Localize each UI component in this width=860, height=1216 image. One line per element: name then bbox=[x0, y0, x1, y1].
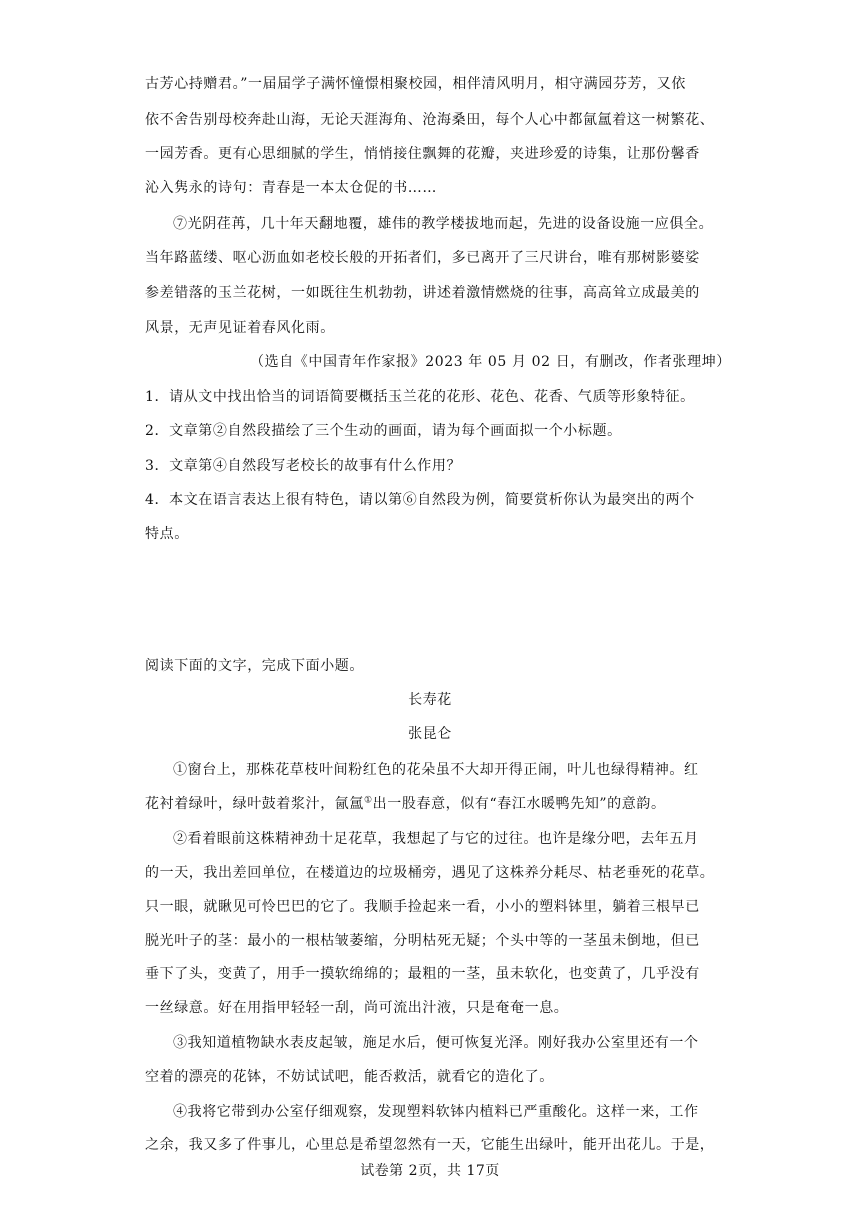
question-1: 1．请从文中找出恰当的词语简要概括玉兰花的花形、花色、花香、气质等形象特征。 bbox=[145, 389, 695, 405]
paragraph-4-line: 之余，我又多了件事儿，心里总是希望忽然有一天，它能生出绿叶，能开出花儿。于是， bbox=[145, 1137, 715, 1153]
paragraph-2-line: 一丝绿意。好在用指甲轻轻一刮，尚可流出汁液，只是奄奄一息。 bbox=[145, 1000, 569, 1016]
paragraph-2-line: ②看着眼前这株精神劲十足花草，我想起了与它的过往。也许是缘分吧，去年五月 bbox=[173, 831, 699, 847]
paragraph-2-line: 只一眼，就瞅见可怜巴巴的它了。我顺手捡起来一看，小小的塑料钵里，躺着三根早已 bbox=[145, 899, 700, 915]
paragraph-2-line: 脱光叶子的茎：最小的一根枯皱萎缩，分明枯死无疑；个头中等的一茎虽未倒地，但已 bbox=[145, 933, 700, 949]
footnote-marker: ① bbox=[364, 795, 373, 806]
paragraph-2-line: 的一天，我出差回单位，在楼道边的垃圾桶旁，遇见了这株养分耗尽、枯老垂死的花草。 bbox=[145, 865, 715, 881]
paragraph-1-line: ①窗台上，那株花草枝叶间粉红色的花朵虽不大却开得正闹，叶儿也绿得精神。红 bbox=[173, 762, 699, 778]
passage-title: 长寿花 bbox=[408, 692, 452, 708]
paragraph-1-line bbox=[145, 794, 715, 814]
passage-author: 张昆仑 bbox=[408, 726, 452, 742]
question-3: 3．文章第④自然段写老校长的故事有什么作用？ bbox=[145, 458, 462, 474]
text-line: 沁入隽永的诗句：青春是一本太仓促的书…… bbox=[145, 180, 437, 196]
paragraph-4-line: ④我将它带到办公室仔细观察，发现塑料软钵内植料已严重酸化。这样一来，工作 bbox=[173, 1104, 699, 1120]
paragraph-7-line: 风景，无声见证着春风化雨。 bbox=[145, 320, 335, 336]
text-line: 依不舍告别母校奔赴山海，无论天涯海角、沧海桑田，每个人心中都氤氲着这一树繁花、 bbox=[145, 112, 715, 128]
text-line: 古芳心持赠君。”一届届学子满怀憧憬相聚校园，相伴清风明月，相守满园芬芳，又依 bbox=[145, 76, 686, 92]
paragraph-7-line: 当年路蓝缕、呕心沥血如老校长般的开拓者们，多已离开了三尺讲台，唯有那树影婆娑 bbox=[145, 250, 700, 266]
text-span: 花衬着绿叶，绿叶鼓着浆汁，氤氲 bbox=[145, 796, 364, 812]
question-2: 2．文章第②自然段描绘了三个生动的画面，请为每个画面拟一个小标题。 bbox=[145, 423, 622, 439]
paragraph-3-line: 空着的漂亮的花钵，不妨试试吧，能否救活，就看它的造化了。 bbox=[145, 1069, 554, 1085]
text-span: 出一股春意，似有“春江水暖鸭先知”的意韵。 bbox=[372, 796, 666, 812]
section-instruction: 阅读下面的文字，完成下面小题。 bbox=[145, 658, 364, 674]
paragraph-3-line: ③我知道植物缺水表皮起皱，施足水后，便可恢复光泽。刚好我办公室里还有一个 bbox=[173, 1035, 699, 1051]
paragraph-7-line: ⑦光阴荏苒，几十年天翻地覆，雄伟的教学楼拔地而起，先进的设备设施一应俱全。 bbox=[173, 216, 714, 232]
source-credit: （选自《中国青年作家报》2023 年 05 月 02 日，有删改，作者张理坤） bbox=[250, 354, 731, 370]
text-line: 一园芳香。更有心思细腻的学生，悄悄接住飘舞的花瓣，夹进珍爱的诗集，让那份馨香 bbox=[145, 146, 700, 162]
page-footer: 试卷第 2页，共 17页 bbox=[360, 1163, 500, 1179]
paragraph-2-line: 垂下了头，变黄了，用手一摸软绵绵的；最粗的一茎，虽未软化，也变黄了，几乎没有 bbox=[145, 966, 700, 982]
paragraph-7-line: 参差错落的玉兰花树，一如既往生机勃勃，讲述着激情燃烧的往事，高高耸立成最美的 bbox=[145, 285, 700, 301]
question-4-continued: 特点。 bbox=[145, 526, 189, 542]
question-4: 4．本文在语言表达上很有特色，请以第⑥自然段为例，简要赏析你认为最突出的两个 bbox=[145, 492, 695, 508]
